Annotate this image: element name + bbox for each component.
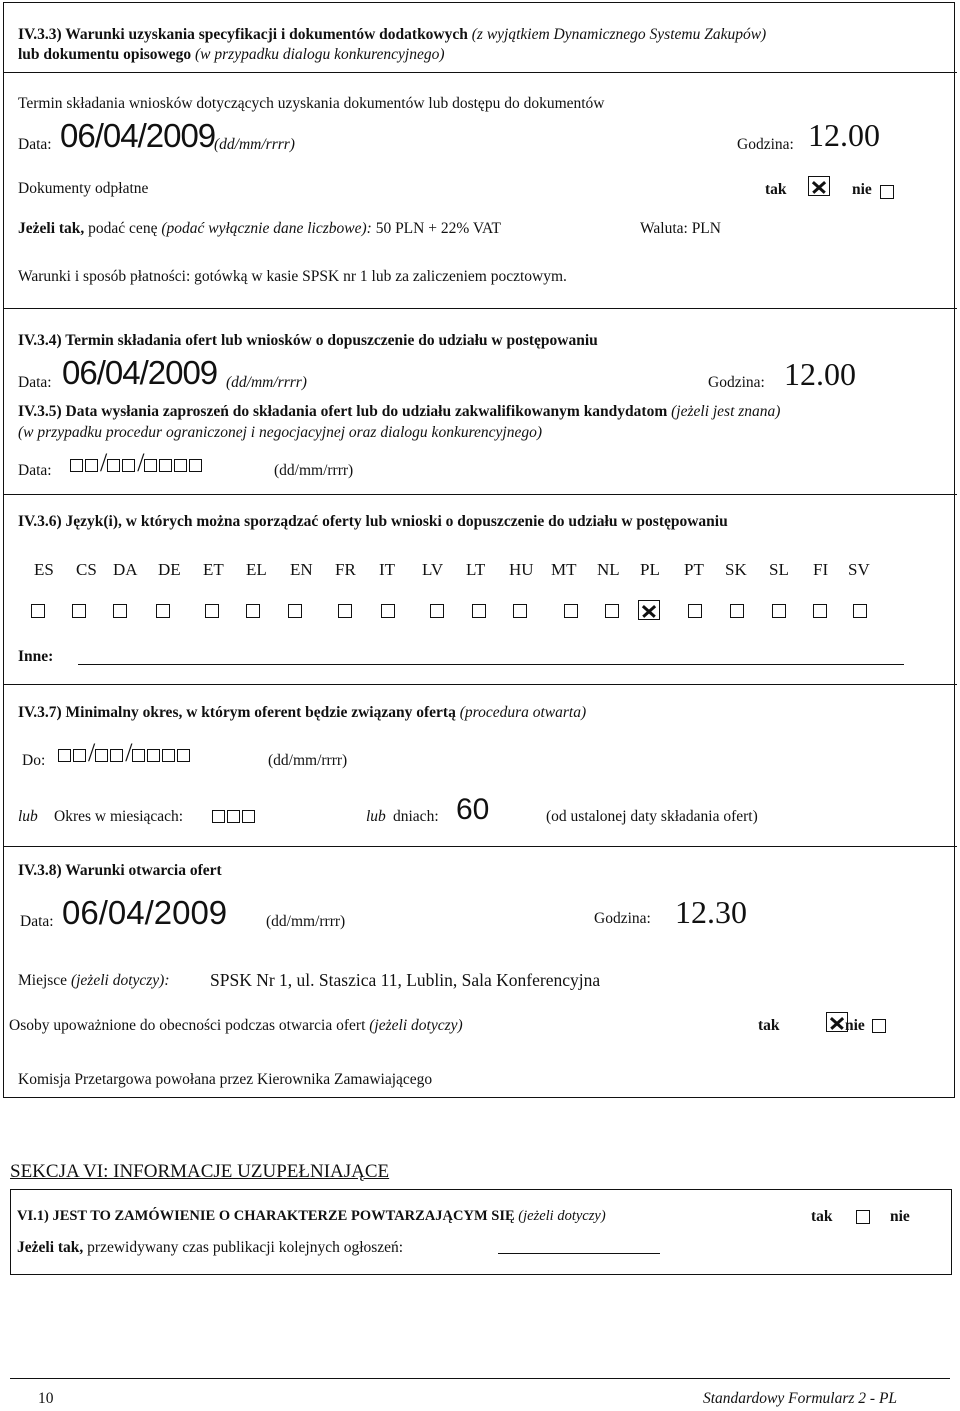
lang-et: ET: [203, 560, 224, 579]
lang-hu: HU: [509, 560, 534, 579]
iv33-date-format: (dd/mm/rrrr): [214, 136, 295, 153]
vi1-followup-field[interactable]: [498, 1253, 660, 1254]
iv33-no-checkbox[interactable]: [880, 185, 894, 199]
iv34-title: IV.3.4) Termin składania ofert lub wniosków o dopuszczenie do udziału w postępowaniu: [18, 332, 598, 349]
iv38-date-value: 06/04/2009: [62, 894, 228, 931]
iv33-title: [18, 26, 766, 44]
lang-da-checkbox[interactable]: [113, 604, 127, 618]
iv33-yes-checkbox[interactable]: [808, 176, 830, 196]
divider: [3, 846, 957, 847]
divider: [3, 494, 957, 495]
lang-pl: PL: [640, 560, 660, 579]
lang-es: ES: [34, 560, 54, 579]
lang-sk: SK: [725, 560, 747, 579]
iv38-hour-label: Godzina:: [594, 910, 651, 927]
iv33-deadline-label: Termin składania wniosków dotyczących uzyskania dokumentów lub dostępu do dokumentów: [18, 95, 605, 112]
lang-da: DA: [113, 560, 138, 579]
footer-page-number: 10: [38, 1390, 54, 1407]
vi1-question-bold: VI.1) JEST TO ZAMÓWIENIE O CHARAKTERZE POWTARZAJĄCYM SIĘ: [17, 1208, 515, 1224]
lang-fi: FI: [813, 560, 829, 579]
iv34-date-value: 06/04/2009: [62, 354, 218, 391]
lang-it: IT: [379, 560, 396, 579]
iv37-date-boxes[interactable]: / /: [58, 738, 192, 768]
footer-form-name: Standardowy Formularz 2 - PL: [703, 1390, 898, 1407]
iv38-hour-value: 12.30: [675, 894, 747, 930]
iv35-line2: (w przypadku procedur ograniczonej i negocjacyjnej oraz dialogu konkurencyjnego): [18, 424, 543, 441]
lang-hu-checkbox[interactable]: [513, 604, 527, 618]
vi1-yes-label: tak: [811, 1208, 833, 1225]
footer-rule: [10, 1378, 950, 1379]
iv33-price-bold: Jeżeli tak,: [18, 220, 85, 237]
lang-fr-checkbox[interactable]: [338, 604, 352, 618]
iv37-title-italic: (procedura otwarta): [459, 704, 587, 721]
lang-fi-checkbox[interactable]: [813, 604, 827, 618]
iv38-persons-row: [9, 1017, 463, 1035]
iv33-yes-label: tak: [765, 181, 787, 198]
iv37-date-format: (dd/mm/rrrr): [268, 752, 348, 769]
lang-pt: PT: [684, 560, 704, 579]
iv34-date-format: (dd/mm/rrrr): [226, 374, 307, 391]
iv37-to-label: Do:: [22, 752, 46, 769]
lang-el-checkbox[interactable]: [246, 604, 260, 618]
divider: [3, 72, 957, 73]
vi1-followup-bold: Jeżeli tak,: [17, 1239, 84, 1256]
iv38-no-checkbox[interactable]: [872, 1019, 886, 1033]
iv36-other-field[interactable]: [78, 664, 904, 665]
divider: [3, 684, 957, 685]
iv38-persons-label: Osoby upoważnione do obecności podczas otwarcia ofert: [9, 1017, 366, 1034]
lang-sv-checkbox[interactable]: [853, 604, 867, 618]
iv33-title2-bold: lub dokumentu opisowego: [18, 46, 192, 63]
lang-nl: NL: [597, 560, 620, 579]
vi1-yes-checkbox[interactable]: [856, 1210, 870, 1224]
iv38-yes-label: tak: [758, 1017, 780, 1034]
iv37-months-boxes[interactable]: [212, 806, 257, 827]
iv33-currency: Waluta: PLN: [640, 220, 721, 237]
vi1-followup-text: przewidywany czas publikacji kolejnych ogłoszeń:: [87, 1239, 404, 1256]
iv35-title-italic: (jeżeli jest znana): [671, 403, 781, 420]
lang-en-checkbox[interactable]: [288, 604, 302, 618]
lang-lv-checkbox[interactable]: [430, 604, 444, 618]
iv36-other-label: Inne:: [18, 648, 54, 665]
lang-cs: CS: [76, 560, 97, 579]
iv35-title-bold: IV.3.5) Data wysłania zaproszeń do składania ofert lub do udziału zakwalifikowanym kandydatom: [18, 403, 668, 420]
iv34-hour-label: Godzina:: [708, 374, 765, 391]
iv33-paid-label: Dokumenty odpłatne: [18, 180, 149, 197]
iv35-date-format: (dd/mm/rrrr): [274, 462, 354, 479]
lang-mt-checkbox[interactable]: [564, 604, 578, 618]
iv38-title: IV.3.8) Warunki otwarcia ofert: [18, 862, 222, 879]
iv33-price-row: [18, 220, 501, 238]
lang-de-checkbox[interactable]: [156, 604, 170, 618]
lang-et-checkbox[interactable]: [205, 604, 219, 618]
lang-es-checkbox[interactable]: [31, 604, 45, 618]
section-iv3-box: [3, 2, 955, 1098]
lang-it-checkbox[interactable]: [381, 604, 395, 618]
iv36-title: IV.3.6) Język(i), w których można sporządzać oferty lub wnioski o dopuszczenie do udziału w postępowaniu: [18, 513, 728, 530]
lang-sl: SL: [769, 560, 789, 579]
iv33-title-line2: [18, 46, 445, 64]
iv38-committee: Komisja Przetargowa powołana przez Kierownika Zamawiającego: [18, 1071, 433, 1088]
iv38-no-label: nie: [845, 1017, 865, 1034]
iv33-title2-italic: (w przypadku dialogu konkurencyjnego): [195, 46, 445, 63]
lang-lt: LT: [466, 560, 486, 579]
lang-pl-checkbox-checked[interactable]: [638, 600, 660, 620]
iv37-days-value: 60: [456, 793, 490, 826]
vi1-question: [17, 1208, 606, 1225]
lang-fr: FR: [335, 560, 356, 579]
iv33-hour-value: 12.00: [808, 117, 880, 153]
lang-lt-checkbox[interactable]: [472, 604, 486, 618]
lang-sk-checkbox[interactable]: [730, 604, 744, 618]
lang-sl-checkbox[interactable]: [772, 604, 786, 618]
vi1-question-italic: (jeżeli dotyczy): [518, 1208, 606, 1224]
lang-el: EL: [246, 560, 267, 579]
lang-nl-checkbox[interactable]: [605, 604, 619, 618]
lang-lv: LV: [422, 560, 444, 579]
iv33-title-bold: IV.3.3) Warunki uzyskania specyfikacji i dokumentów dodatkowych: [18, 26, 468, 43]
iv37-days-label: dniach:: [393, 808, 439, 825]
vi1-no-label: nie: [890, 1208, 910, 1225]
iv35-date-boxes[interactable]: / /: [70, 448, 204, 478]
iv33-date-label: Data:: [18, 136, 52, 153]
iv38-place-label: Miejsce: [18, 972, 68, 989]
iv33-payment-terms: Warunki i sposób płatności: gotówką w kasie SPSK nr 1 lub za zaliczeniem pocztowym.: [18, 268, 567, 285]
iv38-date-label: Data:: [20, 913, 54, 930]
lang-en: EN: [290, 560, 313, 579]
iv33-price-value: 50 PLN + 22% VAT: [375, 220, 501, 237]
iv37-title: [18, 704, 586, 722]
iv37-or-1: lub: [18, 808, 38, 825]
iv33-date-value: 06/04/2009: [60, 117, 216, 154]
iv37-months-label: Okres w miesiącach:: [54, 808, 184, 825]
lang-cs-checkbox[interactable]: [72, 604, 86, 618]
section-vi-box: [10, 1189, 952, 1275]
iv37-or-2: lub: [366, 808, 386, 825]
iv33-price-italic: (podać wyłącznie dane liczbowe):: [161, 220, 372, 237]
lang-sv: SV: [848, 560, 870, 579]
iv35-date-label: Data:: [18, 462, 52, 479]
iv34-date-label: Data:: [18, 374, 52, 391]
iv38-date-format: (dd/mm/rrrr): [266, 913, 346, 930]
iv38-place-value: SPSK Nr 1, ul. Staszica 11, Lublin, Sala Konferencyjna: [210, 970, 601, 990]
iv34-hour-value: 12.00: [784, 356, 856, 392]
iv33-price-label: podać cenę: [88, 220, 158, 237]
divider: [3, 308, 957, 309]
vi1-followup: [17, 1239, 403, 1257]
iv38-persons-italic: (jeżeli dotyczy): [369, 1017, 463, 1034]
iv38-place-italic: (jeżeli dotyczy):: [70, 972, 170, 989]
iv37-days-note: (od ustalonej daty składania ofert): [546, 808, 758, 825]
iv35-title: [18, 403, 780, 421]
section-vi-heading-text: SEKCJA VI: INFORMACJE UZUPEŁNIAJĄCE: [10, 1161, 390, 1182]
iv37-title-bold: IV.3.7) Minimalny okres, w którym oferent będzie związany ofertą: [18, 704, 456, 721]
iv33-hour-label: Godzina:: [737, 136, 794, 153]
lang-de: DE: [158, 560, 181, 579]
section-vi-heading: [10, 1161, 389, 1183]
iv33-no-label: nie: [852, 181, 872, 198]
lang-pt-checkbox[interactable]: [688, 604, 702, 618]
iv33-title-italic: (z wyjątkiem Dynamicznego Systemu Zakupów): [471, 26, 767, 43]
iv38-place-row: [18, 972, 170, 990]
lang-mt: MT: [551, 560, 577, 579]
